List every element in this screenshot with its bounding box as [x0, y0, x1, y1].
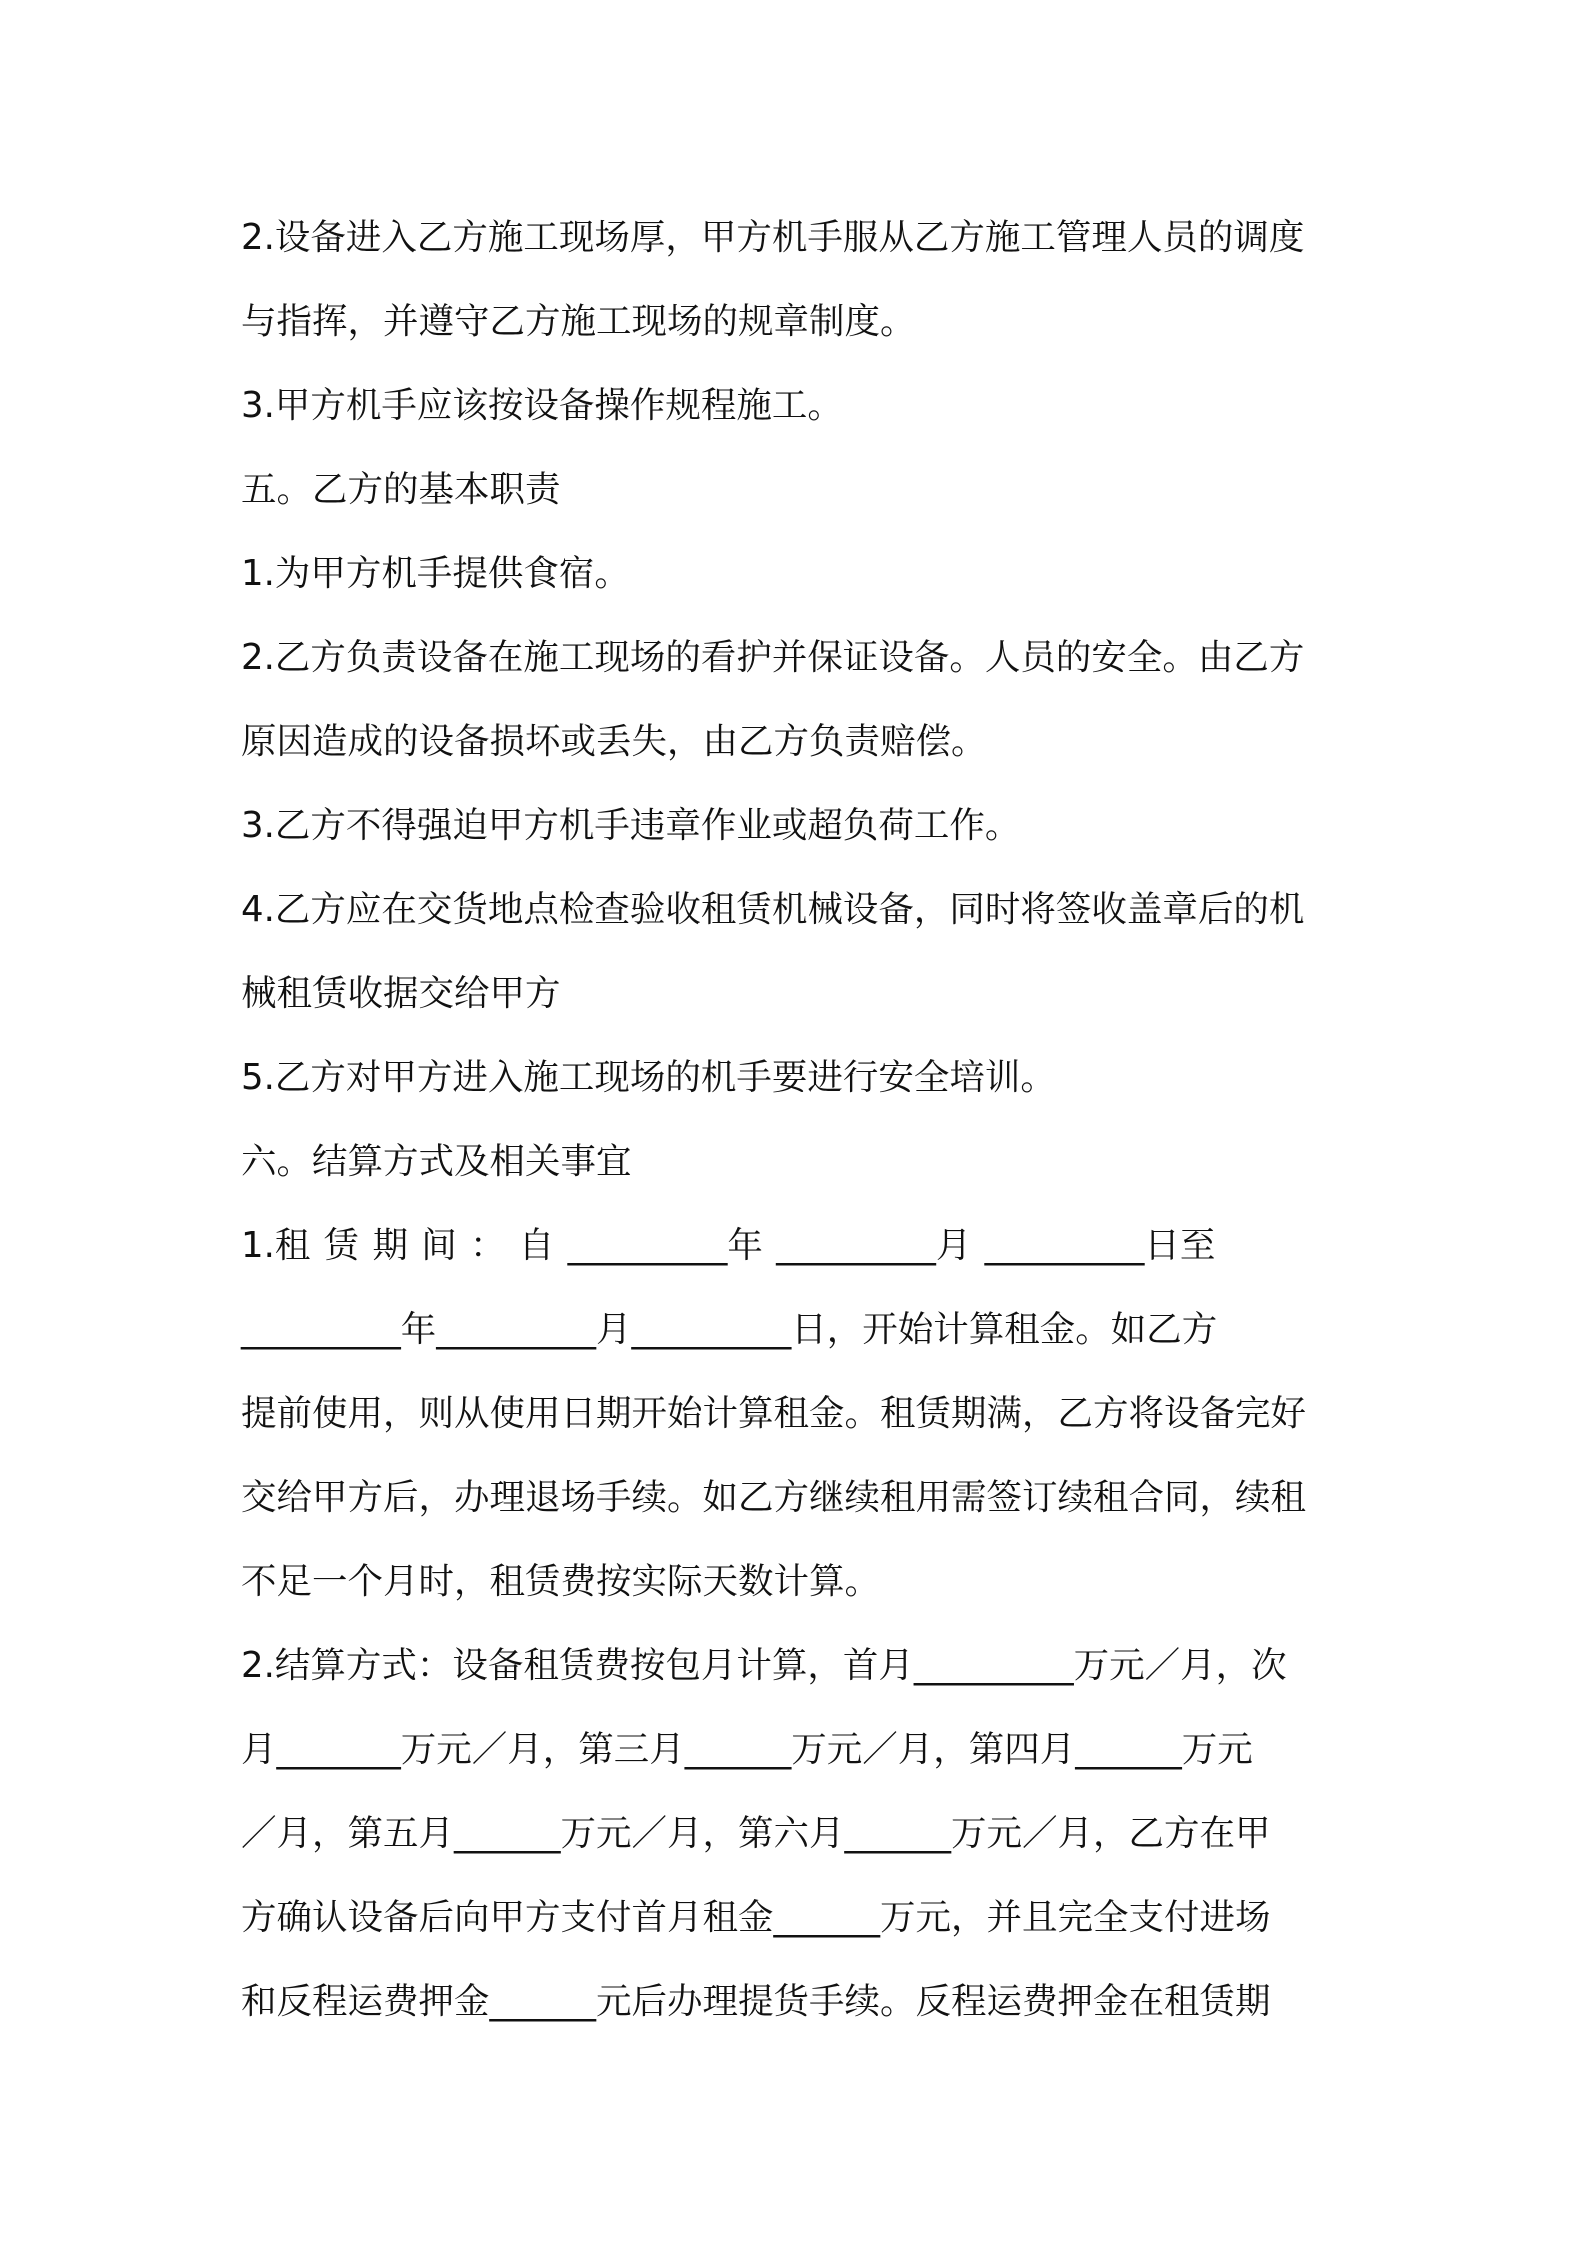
- text-line: ／月，第五月______万元／月，第六月______万元／月，乙方在甲: [241, 1813, 1271, 1854]
- section-heading: 六。结算方式及相关事宜: [241, 1141, 632, 1182]
- text-line: 3.甲方机手应该按设备操作规程施工。: [241, 385, 843, 426]
- text-line: 2.结算方式：设备租赁费按包月计算，首月_________万元／月，次: [241, 1645, 1287, 1686]
- text-line: 原因造成的设备损坏或丢失，由乙方负责赔偿。: [241, 721, 987, 762]
- text-line: 和反程运费押金______元后办理提货手续。反程运费押金在租赁期: [241, 1981, 1271, 2022]
- text-line: 交给甲方后，办理退场手续。如乙方继续租用需签订续租合同，续租: [241, 1477, 1307, 1518]
- text-line: 1.为甲方机手提供食宿。: [241, 553, 630, 594]
- text-line: 月_______万元／月，第三月______万元／月，第四月______万元: [241, 1729, 1253, 1770]
- text-line: 3.乙方不得强迫甲方机手违章作业或超负荷工作。: [241, 805, 1021, 846]
- text-line: 2.设备进入乙方施工现场厚，甲方机手服从乙方施工管理人员的调度: [241, 217, 1305, 258]
- text-line: 1.租 赁 期 间 ： 自 _________年 _________月 _________日至: [241, 1225, 1216, 1266]
- text-line: 4.乙方应在交货地点检查验收租赁机械设备，同时将签收盖章后的机: [241, 889, 1305, 930]
- text-line: 方确认设备后向甲方支付首月租金______万元，并且完全支付进场: [241, 1897, 1271, 1938]
- text-line: 提前使用，则从使用日期开始计算租金。租赁期满，乙方将设备完好: [241, 1393, 1307, 1434]
- text-line: 不足一个月时，租赁费按实际天数计算。: [241, 1561, 881, 1602]
- text-line: 2.乙方负责设备在施工现场的看护并保证设备。人员的安全。由乙方: [241, 637, 1305, 678]
- text-line: 械租赁收据交给甲方: [241, 973, 561, 1014]
- text-line: _________年_________月_________日，开始计算租金。如乙方: [241, 1309, 1218, 1350]
- section-heading: 五。乙方的基本职责: [241, 469, 561, 510]
- text-line: 5.乙方对甲方进入施工现场的机手要进行安全培训。: [241, 1057, 1056, 1098]
- document-body: [241, 196, 1359, 2044]
- text-line: 与指挥，并遵守乙方施工现场的规章制度。: [241, 301, 916, 342]
